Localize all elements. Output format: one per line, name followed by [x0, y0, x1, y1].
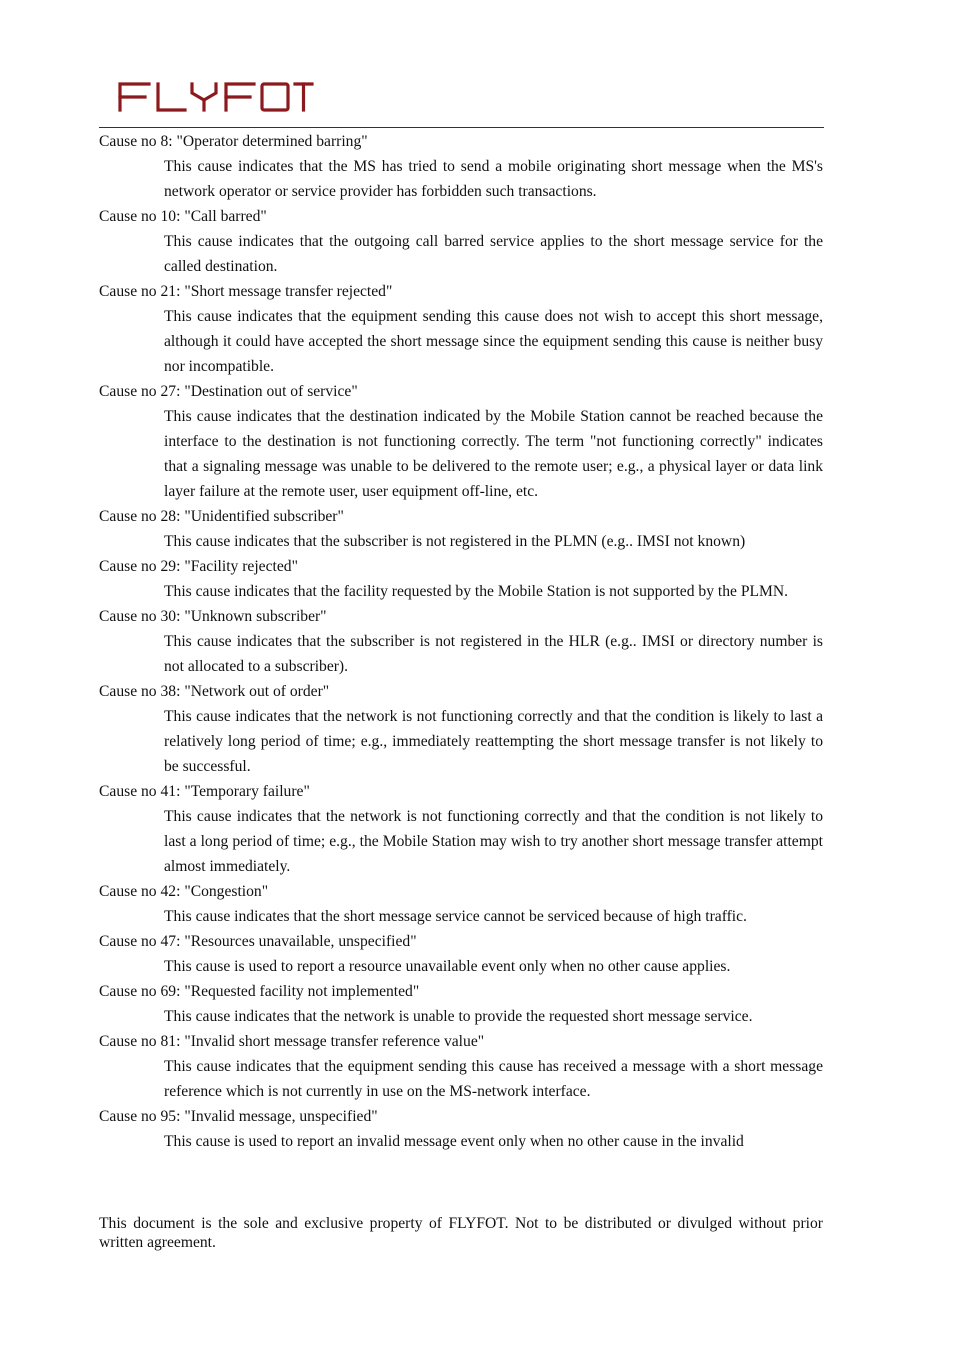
cause-description: This cause indicates that the network is not functioning correctly and that the condition is likely to last a relatively long period of time; e.g., immediately reattempting the short message transfer is not likely to be successful.	[164, 708, 823, 775]
cause-description: This cause indicates that the network is unable to provide the requested short message service.	[164, 1008, 753, 1025]
cause-entry	[99, 554, 823, 604]
cause-entry	[99, 679, 823, 779]
cause-heading: Cause no 27: "Destination out of service"	[99, 383, 358, 400]
cause-description: This cause indicates that the facility requested by the Mobile Station is not supported by the PLMN.	[164, 583, 789, 600]
cause-heading: Cause no 28: "Unidentified subscriber"	[99, 508, 344, 525]
cause-heading: Cause no 69: "Requested facility not implemented"	[99, 983, 420, 1000]
cause-description: This cause indicates that the short message service cannot be serviced because of high traffic.	[164, 908, 747, 925]
cause-description: This cause is used to report an invalid message event only when no other cause in the invalid	[164, 1133, 744, 1150]
cause-entry	[99, 279, 823, 379]
cause-entry	[99, 504, 823, 554]
cause-entry	[99, 604, 823, 679]
cause-heading: Cause no 38: "Network out of order"	[99, 683, 330, 700]
cause-description: This cause indicates that the subscriber is not registered in the PLMN (e.g.. IMSI not known)	[164, 533, 746, 550]
cause-entry	[99, 929, 823, 979]
cause-entry	[99, 379, 823, 504]
footer-notice: This document is the sole and exclusive property of FLYFOT. Not to be distributed or divulged without prior written agreement.	[99, 1215, 823, 1251]
flyfot-logo	[118, 80, 314, 114]
cause-description: This cause indicates that the subscriber is not registered in the HLR (e.g.. IMSI or directory number is not allocated to a subscriber).	[164, 633, 823, 675]
cause-entry	[99, 779, 823, 879]
cause-heading: Cause no 95: "Invalid message, unspecified"	[99, 1108, 378, 1125]
cause-heading: Cause no 30: "Unknown subscriber"	[99, 608, 327, 625]
header-divider	[99, 127, 824, 128]
cause-heading: Cause no 21: "Short message transfer rejected"	[99, 283, 393, 300]
cause-heading: Cause no 41: "Temporary failure"	[99, 783, 310, 800]
cause-heading: Cause no 47: "Resources unavailable, unspecified"	[99, 933, 417, 950]
cause-description: This cause indicates that the network is not functioning correctly and that the condition is not likely to last a long period of time; e.g., the Mobile Station may wish to try another short message transfer attempt almost immediately.	[164, 808, 823, 875]
cause-heading: Cause no 29: "Facility rejected"	[99, 558, 298, 575]
cause-description: This cause is used to report a resource unavailable event only when no other cause applies.	[164, 958, 731, 975]
cause-heading: Cause no 10: "Call barred"	[99, 208, 267, 225]
cause-description: This cause indicates that the destination indicated by the Mobile Station cannot be reached because the interface to the destination is not functioning correctly. The term "not functioning correctly" indicates that a signaling message was unable to be delivered to the remote user; e.g., a physical layer or data link layer failure at the remote user, user equipment off-line, etc.	[164, 408, 823, 500]
cause-entry	[99, 1029, 823, 1104]
cause-entry	[99, 204, 823, 279]
cause-description: This cause indicates that the equipment sending this cause does not wish to accept this short message, although it could have accepted the short message since the equipment sending this cause is neither busy nor incompatible.	[164, 308, 823, 375]
cause-entry	[99, 129, 823, 204]
cause-entry	[99, 979, 823, 1029]
cause-heading: Cause no 42: "Congestion"	[99, 883, 269, 900]
cause-entry	[99, 1104, 823, 1154]
cause-description: This cause indicates that the MS has tried to send a mobile originating short message when the MS's network operator or service provider has forbidden such transactions.	[164, 158, 823, 200]
cause-heading: Cause no 81: "Invalid short message transfer reference value"	[99, 1033, 485, 1050]
cause-heading: Cause no 8: "Operator determined barring"	[99, 133, 368, 150]
cause-description: This cause indicates that the outgoing call barred service applies to the short message service for the called destination.	[164, 233, 823, 275]
cause-description: This cause indicates that the equipment sending this cause has received a message with a short message reference which is not currently in use on the MS-network interface.	[164, 1058, 823, 1100]
cause-list	[99, 129, 823, 1154]
cause-entry	[99, 879, 823, 929]
